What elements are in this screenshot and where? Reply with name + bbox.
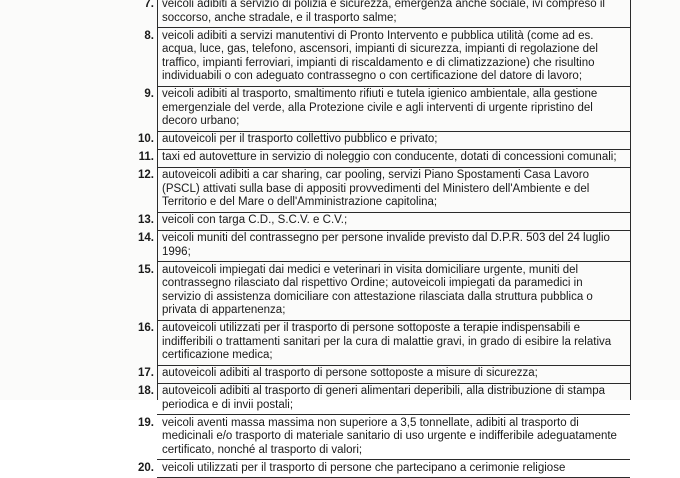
item-text-line: (PSCL) attivati sulla base di appositi provvedimenti del Ministero dell'Ambiente e del [162,182,590,195]
item-text-line: autoveicoli utilizzati per il trasporto di persone sottoposte a terapie indispensabili e [162,322,581,334]
item-text-line: privata di appartenenza; [162,304,286,316]
row-divider [157,167,630,168]
item-number: 11. [138,151,154,163]
item-text [162,264,625,318]
row-divider [157,131,630,132]
row-divider [157,230,630,231]
item-text-line: certificato, nonché al trasporto di valori; [162,443,363,456]
item-text [162,169,625,210]
item-text [162,385,625,412]
row-divider [157,414,630,415]
item-number: 8. [144,29,154,42]
item-text-line: traffico, impianti ferroviari, impianti di riscaldamento e di climatizzazione) che risultino [162,56,595,69]
item-number: 19. [138,416,154,429]
item-text [162,232,625,259]
row-divider [157,365,630,366]
table-left-border [157,0,158,400]
row-divider [157,27,630,28]
row-divider [157,86,630,87]
item-text-line: veicoli adibiti a servizi manutentivi di Pronto Intervento e pubblica utilità (come ad es. [162,29,594,42]
item-text-line: soccorso, anche stradale, e il trasporto salme; [162,11,397,24]
item-text [162,417,625,458]
item-text [162,88,625,129]
item-text-line: veicoli aventi massa massima non superiore a 3,5 tonnellate, adibiti al trasporto di [162,416,579,429]
item-text [162,367,625,381]
item-text-line: medicinali e/o trasporto di materiale sanitario di uso urgente e indifferibile adeguatamente [162,430,617,442]
row-divider [157,320,630,321]
item-text-line: periodica e di invii postali; [162,398,294,411]
item-number: 10. [138,133,154,145]
item-text-line: autoveicoli per il trasporto collettivo pubblico e privato; [162,133,438,145]
table-right-border [630,0,631,400]
item-number: 12. [138,169,154,181]
item-text-line: indifferibili o trattamenti sanitari per la cura di malattie gravi, in grado di esibire la relativa [162,335,612,348]
item-text-line: autoveicoli adibiti al trasporto di persone sottoposte a misure di sicurezza; [162,367,538,379]
item-number: 20. [138,461,154,474]
item-text [162,133,625,147]
item-text-line: 1996; [162,245,191,258]
item-text-line: veicoli utilizzati per il trasporto di persone che partecipano a cerimonie religiose [162,461,566,474]
item-text-line: certificazione medica; [162,349,273,361]
row-divider [157,212,630,213]
item-text [162,322,625,363]
item-text [162,462,625,476]
item-text-line: autoveicoli impiegati dai medici e veterinari in visita domiciliare urgente, muniti del [162,263,579,276]
item-text-line: autoveicoli adibiti al trasporto di generi alimentari deperibili, alla distribuzione di stampa [162,385,605,397]
item-text-line: contrassegno rilasciato dal rispettivo Ordine; autoveicoli impiegati da paramedici in [162,277,583,289]
item-text-line: veicoli muniti del contrassegno per persone invalide previsto dal D.P.R. 503 del 24 luglio [162,232,610,244]
row-divider [157,261,630,262]
item-text [162,151,625,165]
row-divider [157,149,630,150]
item-text-line: veicoli adibiti al trasporto, smaltimento rifiuti e tutela igienico ambientale, alla gestione [162,88,598,100]
item-text-line: individuabili o con adeguato contrassegno o con certificazione del datore di lavoro; [162,70,583,82]
row-divider [157,459,630,460]
item-text-line: acqua, luce, gas, telefono, ascensori, impianti di sicurezza, impianti di regolazione del [162,43,598,55]
item-text-line: emergenziale del verde, alla Protezione civile e agli interventi di urgente ripristino del [162,101,593,114]
item-number: 17. [138,367,154,379]
item-text-line: veicoli adibiti a servizio di polizia e sicurezza, emergenza anche sociale, ivi compreso il [162,0,605,10]
item-text-line: servizio di assistenza domiciliare con attestazione rilasciata dalla struttura pubblica o [162,290,593,303]
item-text-line: decoro urbano; [162,115,240,127]
item-number: 18. [138,385,154,397]
item-text-line: Territorio e del Mare o dell'Amministrazione capitolina; [162,196,438,208]
item-number: 14. [138,232,154,244]
item-text-line: veicoli con targa C.D., S.C.V. e C.V.; [162,214,348,226]
item-text [162,214,625,228]
item-number: 13. [138,214,154,226]
item-text-line: autoveicoli adibiti a car sharing, car pooling, servizi Piano Spostamenti Casa Lavoro [162,169,590,181]
item-text [162,0,625,25]
item-text-line: taxi ed autovetture in servizio di noleggio con conducente, dotati di concessioni comunali; [162,151,617,163]
item-number: 7. [144,0,154,10]
item-number: 16. [138,322,154,334]
item-number: 9. [144,88,154,100]
row-divider [157,383,630,384]
item-number: 15. [138,263,154,276]
item-text [162,30,625,84]
